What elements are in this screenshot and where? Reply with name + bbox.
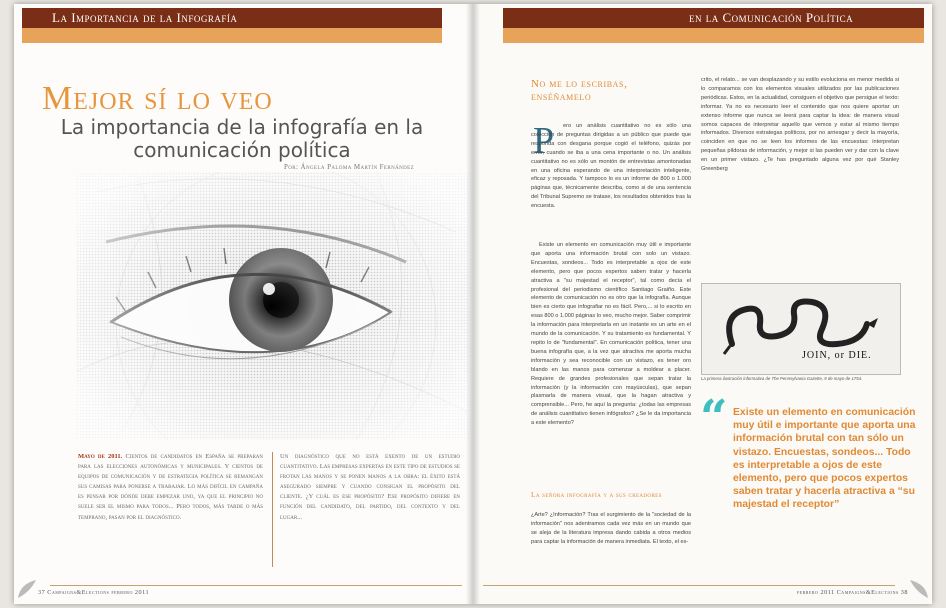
section-title-1: No me lo escribas, enséñamelo (531, 78, 628, 103)
paragraph-4: crito, el relato... se van desplazando y su estilo evoluciona en menor medida si lo comparamos con los elementos visuales utilizados por las publicaciones periódicas. Estos, en la actualidad, consiguen el objetivo que persigue el texto: informar. Ya no es necesario leer el contenido que nos quiere aportar un extenso informe que nunca se leerá para captar la idea: de manera visual somos capaces de interpretar aquello que vemos y estar al mismo tiempo informados. Diversos estrategas políticos, por no arriesgar y decir la mayoría, coinciden en que no se leen los informes de las encuestas: interpretan pequeñas píldoras de información, y mejor si las pueden ver y dar con la clave en un primer vistazo. ¿Te has preguntado alguna vez por qué Stanley Greenberg (701, 77, 899, 173)
article-title: Mejor sí lo veo (42, 80, 273, 117)
article-byline: Por: Ángela Paloma Martín Fernández (284, 163, 415, 171)
right-header-subband (503, 28, 924, 43)
eye-illustration (76, 172, 468, 440)
left-column-2-text: Un diagnóstico que no está exento de un estudio cuantitativo. Las empresas expertas en este tipo de estudios se frotan las manos y se ponen manos a la obra: el éxito está asegurado siempre y cuando consigan el propósito del cliente. ¿Y cuál es ese propósito? Ese propósito difiere en función del candidato, del partido, del contexto y del lugar... (280, 453, 460, 521)
left-header-band: La Importancia de la Infografía (22, 8, 442, 28)
right-page (473, 4, 932, 604)
left-column-2 (280, 452, 460, 523)
right-header-band: en la Comunicación Política (503, 8, 924, 28)
leaf-ornament-icon (16, 578, 38, 600)
left-column-1-text: Cientos de candidatos en España se preparan para las elecciones autonómicas y municipales. Y cientos de equipos de comunicación y de estrategia política se remangan sus camisas para ponerse a trabajar. Lo más difícil en campaña es pensar por dónde debe empezar uno, ya que el principio no suele ser el mismo para todos... Pero todos, más tarde o más temprano, pasan por el diagnóstico. (78, 453, 263, 521)
dropcap: P (533, 120, 555, 162)
section-title-2: La señora infografía y a sus creadores (531, 490, 662, 499)
right-footer: febrero 2011 Campaigns&Elections 38 (796, 589, 908, 596)
article-subtitle: La importancia de la infografía en la comunicación política (60, 115, 424, 162)
quote-mark-icon: “ (700, 390, 728, 446)
image-caption: La primera ilustración informativa de The Pennsylvania Gazette, 9 de mayo de 1754. (701, 376, 863, 381)
right-footer-rule (483, 585, 895, 586)
left-header-subband (22, 28, 442, 43)
left-column-1 (78, 452, 263, 523)
leaf-ornament-icon (908, 578, 930, 600)
left-page (14, 4, 473, 604)
lead-date: Mayo de 2011. (78, 453, 123, 460)
magazine-spread (14, 4, 932, 604)
pull-quote: Existe un elemento en comunicación muy útil e importante que aporta una información brutal con tan sólo un vistazo. Encuestas, sondeos... Todo es interpretable a ojos de este elemento, pero que pocos expertos saben tratar y hacerla atractiva a “su majestad el receptor” (733, 407, 916, 511)
woodcut-caption-text: JOIN, or DIE. (802, 350, 872, 361)
paragraph-3: ¿Arte? ¿Información? Tras el surgimiento de la "sociedad de la información" nos adentramos cada vez más en un mundo que se aleja de la literatura impresa dando cabida a otros medios para captar la información de manera inmediata. El texto, el es- (531, 512, 691, 545)
spine-gutter (466, 4, 480, 604)
left-footer: 37 Campaigns&Elections febrero 2011 (38, 589, 150, 596)
left-footer-rule (50, 585, 462, 586)
paragraph-2: Existe un elemento en comunicación muy útil e importante que aporta una información brutal con solo un vistazo. Encuestas, sondeos... Todo es interpretable a ojos de este elemento, pero que pocos expertos saben tratar y hacerla atractiva a "su majestad el receptor", tal como decía el profesional del periodismo científico Santiago Graiño. Este elemento de comunicación no es otro que la infografía. Aunque bien es cierto que infografiar no es fácil. Pero,... si lo escrito en esas 800 o 1.000 páginas lo veo, mucho mejor. Saber comprimir la información para interpretarla en un instante es un arte en el mundo de la comunicación. Y su tratamiento es fundamental. Y repito lo de "fundamental". En comunicación política, tener una buena infografía que, a la vez que atractiva me aporta mucha información y sea reconocible con un vistazo, es tener oro blando en las manos para comenzar a moldear a placer. Requiere de grandes profesionales que sepan tratar la información (y la información con mayúsculas), que sepan plasmarla de manera visual, que la hagan atractiva y comprensible... Pero, he aquí la pregunta: ¿todas las empresas de análisis cuantitativo tienen infógrafos? ¿Se le da importancia a este elemento? (531, 242, 691, 427)
column-divider (272, 452, 273, 567)
join-or-die-woodcut (701, 283, 901, 375)
paragraph-1: ero un análisis cuantitativo no es sólo una colección de preguntas dirigidas a un público que puede que responda con desgana porque cogió el teléfono, quizás por error, cuando se iba a una cena importante o no. Un análisis cuantitativo no es sólo un montón de entrevistas amontonadas en una oficina esperando de una interpretación inteligente, eficaz y reposada. Y tampoco lo es un informe de 800 o 1.000 páginas que, técnicamente describa, como si de una sentencia del Tribunal Supremo se tratase, los resultados obtenidos tras la encuesta. (531, 123, 691, 210)
